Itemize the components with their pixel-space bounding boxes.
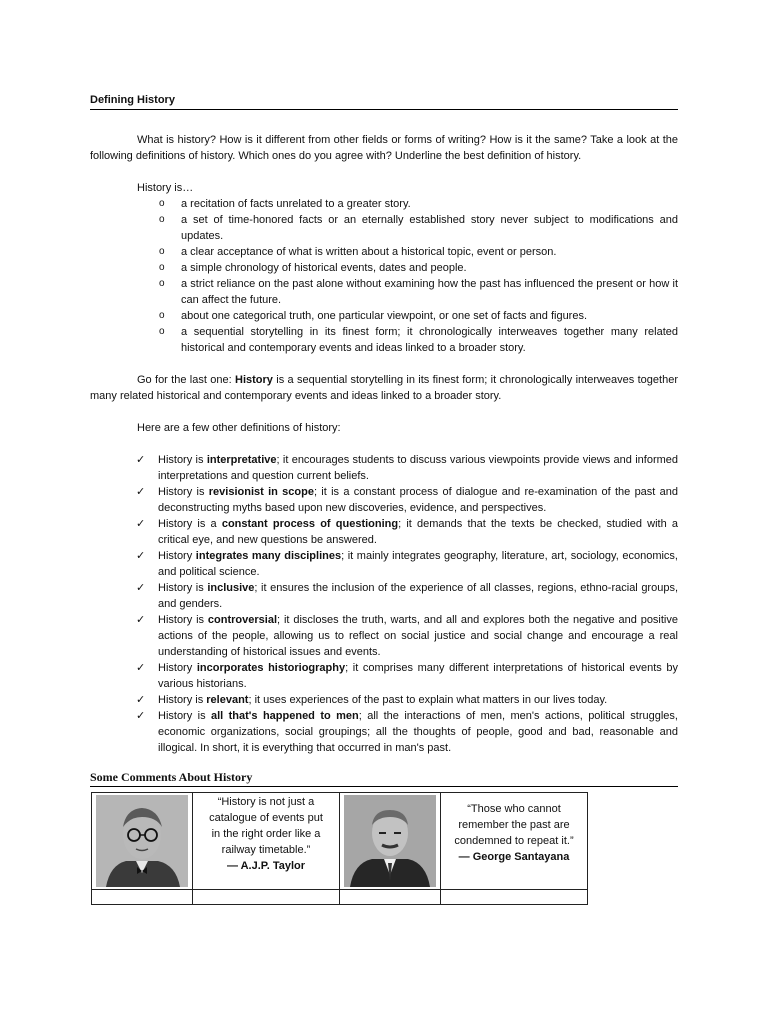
quote-cell-santayana (441, 793, 588, 890)
other-definition-item (90, 580, 678, 612)
photo-cell-taylor (92, 793, 193, 890)
definition-prefix: History is (158, 710, 211, 722)
portrait-taylor-image (96, 795, 188, 887)
checkmark-icon: ✓ (136, 454, 146, 466)
other-definition-item (90, 548, 678, 580)
checkmark-icon: ✓ (136, 518, 146, 530)
other-definitions-list (90, 452, 678, 756)
definition-option-text: a clear acceptance of what is written about a historical topic, event or person. (181, 246, 557, 258)
quotes-table (91, 792, 588, 905)
checkmark-icon: ✓ (136, 614, 146, 626)
checkmark-icon: ✓ (136, 486, 146, 498)
definition-option-text: about one categorical truth, one particular viewpoint, or one set of facts and figures. (181, 310, 588, 322)
definition-prefix: History is (158, 694, 207, 706)
quote-taylor (193, 793, 339, 874)
empty-cell-1 (92, 890, 193, 905)
empty-cell-4 (441, 890, 588, 905)
quote-santayana (441, 793, 587, 865)
answer-paragraph (90, 372, 678, 404)
empty-cell-2 (193, 890, 340, 905)
quote-text-santayana: “Those who cannot remember the past are condemned to repeat it.” (454, 803, 574, 847)
definition-keyword: interpretative (206, 454, 277, 466)
bullet-marker: o (159, 278, 165, 289)
definition-option (90, 244, 678, 260)
quote-author-taylor: — A.J.P. Taylor (226, 860, 306, 872)
definition-option (90, 324, 678, 356)
bullet-marker: o (159, 326, 165, 337)
quote-author-santayana: — George Santayana (458, 851, 570, 863)
definition-prefix: History is (158, 614, 208, 626)
definition-text: ; it demands that the texts be checked, studied with a critical eye, and new questions be answered. (158, 518, 678, 546)
definition-options-list (90, 196, 678, 356)
definition-option-text: a recitation of facts unrelated to a greater story. (181, 198, 411, 210)
other-definition-item (90, 612, 678, 660)
quote-cell-taylor (193, 793, 340, 890)
definition-text: ; it mainly integrates geography, literature, art, sociology, economics, and political science. (158, 550, 678, 578)
definition-prefix: History (158, 550, 196, 562)
answer-bold: History (235, 374, 273, 386)
answer-rest: is a sequential storytelling in its finest form; it chronologically interweaves together many related historical and contemporary events and ideas linked to a broader story. (90, 374, 678, 402)
other-definition-item (90, 484, 678, 516)
portrait-santayana-image (344, 795, 436, 887)
answer-prefix: Go for the last one: (137, 374, 236, 386)
checkmark-icon: ✓ (136, 662, 146, 674)
bullet-marker: o (159, 246, 165, 257)
empty-cell-3 (340, 890, 441, 905)
bullet-marker: o (159, 262, 165, 273)
definition-option (90, 212, 678, 244)
checkmark-icon: ✓ (136, 550, 146, 562)
photo-cell-santayana (340, 793, 441, 890)
definition-keyword: constant process of questioning (221, 518, 399, 530)
definition-keyword: all that's happened to men (211, 710, 359, 722)
definition-keyword: inclusive (207, 582, 255, 594)
document-page (90, 92, 678, 787)
definition-keyword: revisionist in scope (208, 486, 314, 498)
other-definitions-lead: Here are a few other definitions of history: (137, 422, 341, 434)
checkmark-icon: ✓ (136, 694, 146, 706)
bullet-marker: o (159, 310, 165, 321)
definition-prefix: History is a (158, 518, 222, 530)
intro-paragraph: What is history? How is it different from other fields or forms of writing? How is it the same? Take a look at the following definitions of history. Which ones do you agree with? Underline the best definition of history. (90, 134, 678, 162)
definition-text: ; it uses experiences of the past to explain what matters in our lives today. (248, 694, 608, 706)
definition-option (90, 276, 678, 308)
definition-keyword: incorporates historiography (196, 662, 346, 674)
definition-option (90, 196, 678, 212)
definition-option-text: a set of time-honored facts or an eternally established story never subject to modifications and updates. (181, 214, 678, 242)
definition-option (90, 260, 678, 276)
definition-option-text: a sequential storytelling in its finest form; it chronologically interweaves together many related historical and contemporary events and ideas linked to a broader story. (181, 326, 678, 354)
definition-keyword: relevant (206, 694, 249, 706)
other-definition-item (90, 516, 678, 548)
checkmark-icon: ✓ (136, 710, 146, 722)
other-definition-item (90, 708, 678, 756)
definition-option (90, 308, 678, 324)
definition-text: ; all the interactions of men, men's actions, political struggles, economic organizations, social groupings; all the thoughts of people, good and bad, reasonable and illogical. In short, it is everything that occurred in man's past. (158, 710, 678, 754)
other-definition-item (90, 692, 678, 708)
bullet-marker: o (159, 214, 165, 225)
definition-option-text: a simple chronology of historical events, dates and people. (181, 262, 467, 274)
definition-keyword: controversial (207, 614, 278, 626)
quote-text-taylor: “History is not just a catalogue of events put in the right order like a railway timetable.” (209, 796, 323, 856)
checkmark-icon: ✓ (136, 582, 146, 594)
section-title-comments: Some Comments About History (90, 769, 678, 787)
definition-text: ; it ensures the inclusion of the experience of all classes, regions, ethno-racial groups, and genders. (158, 582, 679, 610)
section-title-defining-history: Defining History (90, 92, 678, 110)
definition-text: ; it comprises many different interpretations of historical events by various historians. (158, 662, 678, 690)
history-is-lead: History is… (137, 182, 194, 194)
definition-text: ; it discloses the truth, warts, and all and explores both the negative and positive actions of the people, allowing us to reflect on social justice and social change and encourage a real understanding of historical issues and events. (158, 614, 678, 658)
definition-prefix: History is (158, 582, 208, 594)
definition-prefix: History is (158, 486, 209, 498)
definition-prefix: History (158, 662, 197, 674)
other-definition-item (90, 452, 678, 484)
definition-text: ; it encourages students to discuss various viewpoints provide views and informed interpretations and question current beliefs. (158, 454, 679, 482)
definition-text: ; it is a constant process of dialogue and re-examination of the past and deconstructing myths based upon new discoveries, evidence, and perspectives. (158, 486, 679, 514)
bullet-marker: o (159, 198, 165, 209)
other-definition-item (90, 660, 678, 692)
definition-option-text: a strict reliance on the past alone without examining how the past has influenced the present or how it can affect the future. (181, 278, 678, 306)
definition-keyword: integrates many disciplines (195, 550, 342, 562)
definition-prefix: History is (158, 454, 207, 466)
